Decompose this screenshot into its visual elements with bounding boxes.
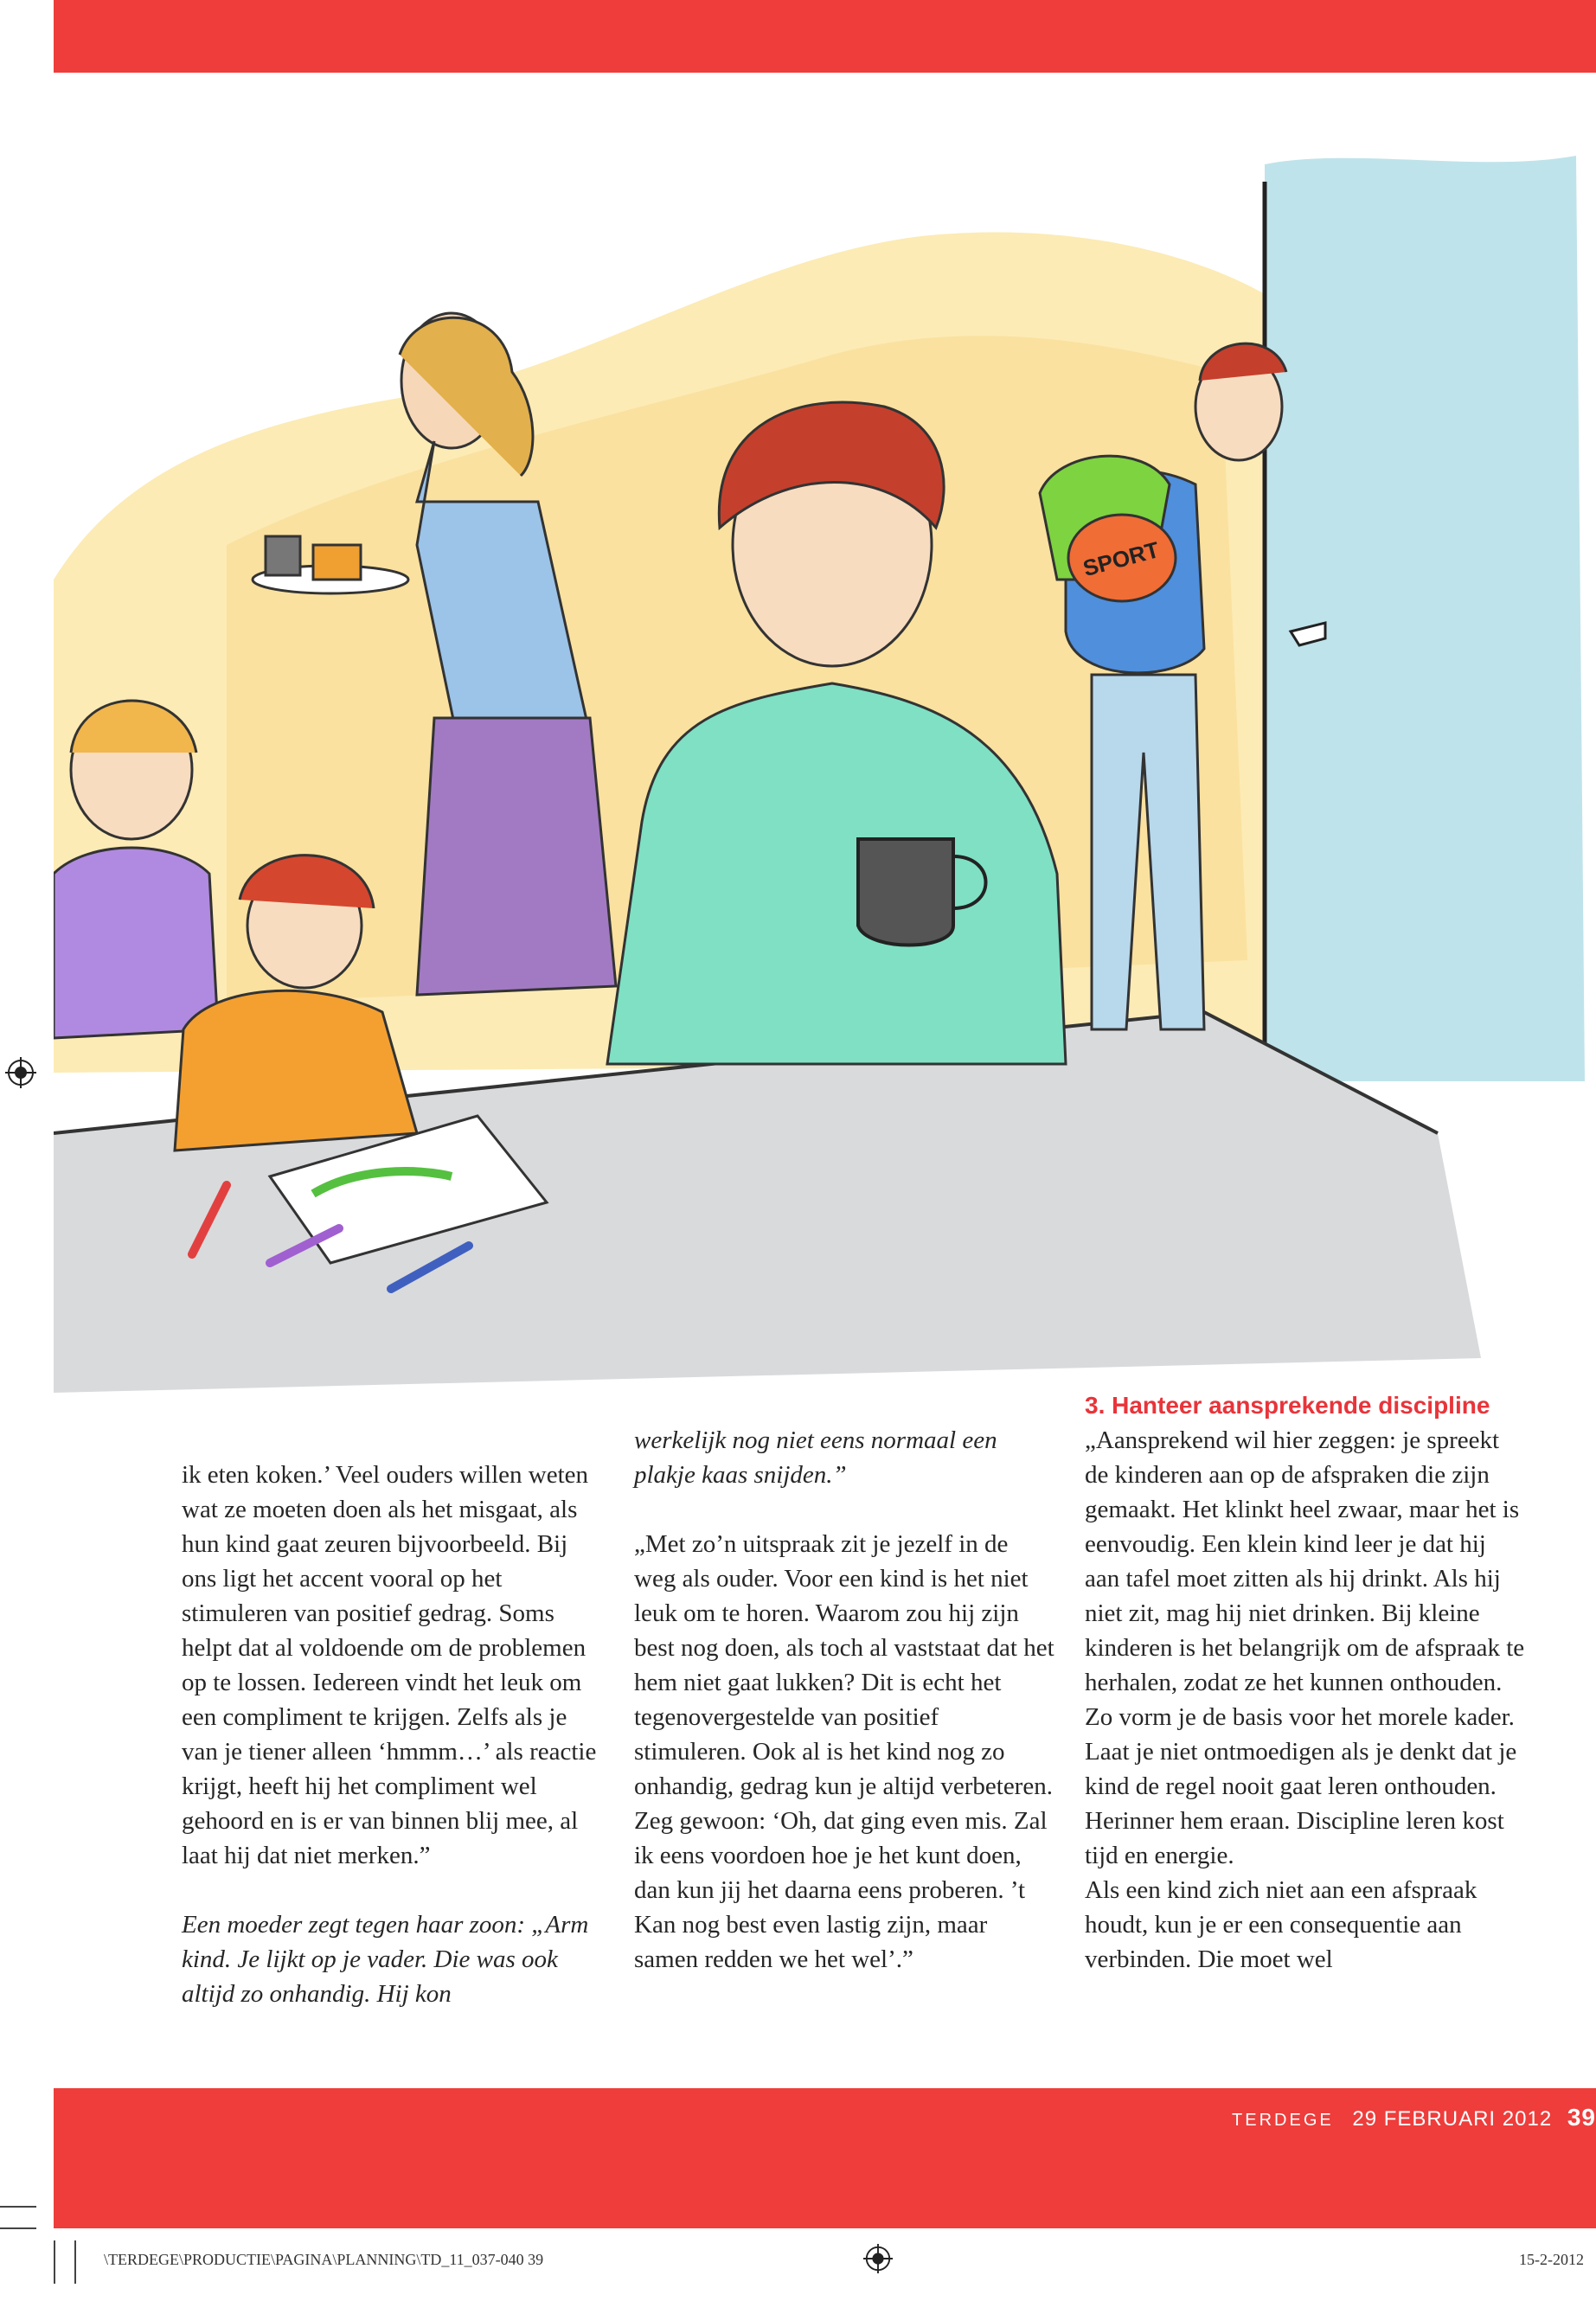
crop-mark — [0, 2206, 36, 2208]
column-2-quote: werkelijk nog niet eens normaal een plakje kaas snijden.” — [634, 1426, 997, 1489]
crop-mark — [74, 2240, 76, 2284]
column-2-paragraph: „Met zo’n uitspraak zit je jezelf in de weg als ouder. Voor een kind is het niet leuk om te horen. Waarom zou hij zijn best nog doen, als toch al vaststaat dat het hem niet gaat lukken? Dit is echt het tegenovergestelde van positief stimuleren. Ook al is het kind nog zo onhandig, gedrag kun je altijd verbeteren. Zeg gewoon: ‘Oh, dat ging even mis. Zal ik eens voordoen hoe je het kunt doen, dan kun jij het daarna eens proberen. ’t Kan nog best even lastig zijn, maar samen redden we het wel’.” — [634, 1530, 1054, 1973]
slug-date: 15-2-2012 — [1519, 2251, 1584, 2268]
section-heading: 3. Hanteer aansprekende discipline — [1085, 1392, 1490, 1419]
column-3 — [1085, 1388, 1526, 1977]
crop-mark — [54, 2240, 55, 2284]
issue-date: 29 FEBRUARI 2012 — [1352, 2107, 1553, 2131]
family-illustration — [54, 95, 1596, 1445]
column-3-paragraph: „Aansprekend wil hier zeggen: je spreekt de kinderen aan op de afspraken die zijn gemaakt. Het klinkt heel zwaar, maar het is eenvoudig. Een klein kind leer je dat hij aan tafel moet zitten als hij drinkt. Als hij niet zit, mag hij niet drinken. Bij kleine kinderen is het belangrijk om de afspraak te herhalen, zodat ze het kunnen onthouden. Zo vorm je de basis voor het morele kader. Laat je niet ontmoedigen als je denkt dat je kind de regel nooit gaat leren onthouden. Herinner hem eraan. Discipline leren kost tijd en energie. — [1085, 1426, 1525, 1869]
sport-bag-label: SPORT — [1080, 536, 1163, 582]
registration-mark-icon — [5, 1057, 36, 1088]
column-1-quote: Een moeder zegt tegen haar zoon: „Arm kind. Je lijkt op je vader. Die was ook altijd zo onhandig. Hij kon — [182, 1911, 589, 2008]
slug-path: \TERDEGE\PRODUCTIE\PAGINA\PLANNING\TD_11_037-040 39 — [104, 2251, 544, 2268]
top-color-band — [54, 0, 1596, 73]
column-2 — [634, 1423, 1054, 1977]
crop-mark — [0, 2227, 36, 2229]
column-3-paragraph-2: Als een kind zich niet aan een afspraak houdt, kun je er een consequentie aan verbinden. Die moet wel — [1085, 1876, 1477, 1973]
column-1 — [182, 1458, 602, 2011]
page-number: 39 — [1567, 2104, 1596, 2131]
column-1-paragraph: ik eten koken.’ Veel ouders willen weten wat ze moeten doen als het misgaat, als hun kind gaat zeuren bijvoorbeeld. Bij ons ligt het accent vooral op het stimuleren van positief gedrag. Soms helpt dat al voldoende om de problemen op te lossen. Iedereen vindt het leuk om een compliment te krijgen. Zelfs als je van je tiener alleen ‘hmmm…’ als reactie krijgt, heeft hij het compliment wel gehoord en is er van binnen blij mee, al laat hij dat niet merken.” — [182, 1461, 597, 1869]
magazine-name: TERDEGE — [1232, 2111, 1334, 2130]
registration-mark-icon — [863, 2244, 893, 2273]
page-footer — [1232, 2104, 1596, 2131]
